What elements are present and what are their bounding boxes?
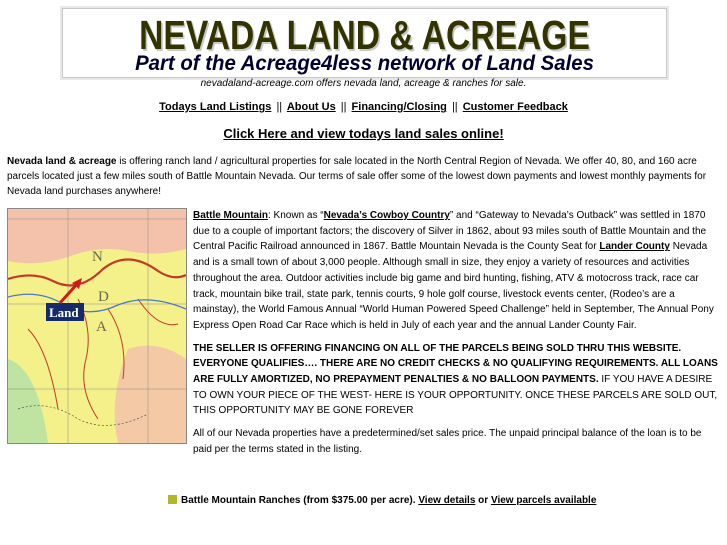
listing-label: Battle Mountain Ranches (from $375.00 per acre). [181, 495, 416, 506]
listing-bullet-icon [168, 495, 177, 504]
nav-separator: || [451, 101, 458, 113]
intro-lead: Nevada land & acreage [7, 156, 117, 167]
map-letter-a: A [96, 319, 107, 335]
map-svg [8, 209, 186, 443]
nevada-map-image [7, 208, 187, 444]
nav-todays-land-listings[interactable]: Todays Land Listings [159, 101, 272, 113]
nav-about-us[interactable]: About Us [286, 101, 336, 113]
view-land-sales-link[interactable]: Click Here and view todays land sales online! [223, 126, 504, 141]
map-letter-d: D [98, 289, 109, 305]
view-details-link[interactable]: View details [418, 495, 476, 506]
banner-title: NEVADA LAND & ACREAGE [139, 12, 590, 58]
main-nav [0, 101, 727, 113]
listing-row [168, 495, 596, 506]
financing-paragraph [193, 341, 721, 420]
map-county-pink-2 [115, 346, 186, 443]
bm-text-2: ” and “Gateway to Nevada’s Outback” was settled in 1870 due to a couple of important factors; the discovery of Silver in 1862, about 93 miles south of Battle Mountain and the Central Pacific Railroad announced in 1867. Battle Mountain Nevada is the County Seat for [193, 210, 707, 253]
financing-caps: THE SELLER IS OFFERING FINANCING ON ALL OF THE PARCELS BEING SOLD THRU THIS WEBSITE. EVERYONE QUALIFIES…. THERE ARE NO CREDIT CHECKS & NO QUALIFYING REQUIREMENTS. ALL LOANS ARE FULLY AMORTIZED, NO PREPAYMENT PENALTIES & NO BALLOON PAYMENTS. [193, 342, 718, 386]
banner-subtitle: Part of the Acreage4less network of Land Sales [135, 52, 594, 75]
site-tagline: nevadaland-acreage.com offers nevada land, acreage & ranches for sale. [200, 78, 527, 89]
battle-mountain-paragraph [193, 208, 721, 334]
intro-paragraph [7, 154, 719, 199]
bm-text-3: Nevada and is a small town of about 3,000 people. Although small in size, they enjoy a variety of resources and activities throughout the area. Outdoor activities include big game and bird hunting, fishing, ATV & motocross track, race car track, mountain bike trail, state park, tennis courts, 9 hole golf course, livestock events center, (Rodeo’s are a mainstay), the World Famous Annual “World Human Powered Speed Challenge” held in September, The Annual Pony Express Open Road Car Race which is held in July of each year and the annual Lander County Fair. [193, 241, 714, 331]
map-letter-n: N [92, 249, 103, 265]
map-land-label: Land [49, 305, 79, 320]
cowboy-country-link[interactable]: Nevada’s Cowboy Country [323, 210, 450, 221]
nav-customer-feedback[interactable]: Customer Feedback [462, 101, 568, 113]
nav-separator: || [276, 101, 283, 113]
battle-mountain-link[interactable]: Battle Mountain [193, 210, 268, 221]
bm-text-1: : Known as “ [268, 210, 324, 221]
nav-separator: || [340, 101, 347, 113]
main-content [193, 208, 721, 465]
financing-rest: IF YOU HAVE A DESIRE TO OWN YOUR PIECE OF THE WEST- HERE IS YOUR OPPORTUNITY. ONCE THESE PARCELS ARE SOLD OUT, THIS OPPORTUNITY MAY BE GONE FOREVER [193, 374, 718, 417]
view-parcels-link[interactable]: View parcels available [490, 495, 597, 506]
nav-financing-closing[interactable]: Financing/Closing [351, 101, 447, 113]
lander-county-link[interactable]: Lander County [599, 241, 670, 253]
listing-or: or [478, 495, 489, 506]
cta-container [0, 126, 727, 141]
site-banner [62, 8, 667, 78]
intro-text: is offering ranch land / agricultural properties for sale located in the North Central Region of Nevada. We offer 40, 80, and 160 acre parcels located just a few miles south of Battle Mountain Nevada. Our terms of sale offer some of the lowest down payments and lowest monthly payments for Nevada land purchases anywhere! [7, 156, 707, 197]
price-note-paragraph: All of our Nevada properties have a predetermined/set sales price. The unpaid principal balance of the loan is to be paid per the terms stated in the listing. [193, 428, 702, 455]
